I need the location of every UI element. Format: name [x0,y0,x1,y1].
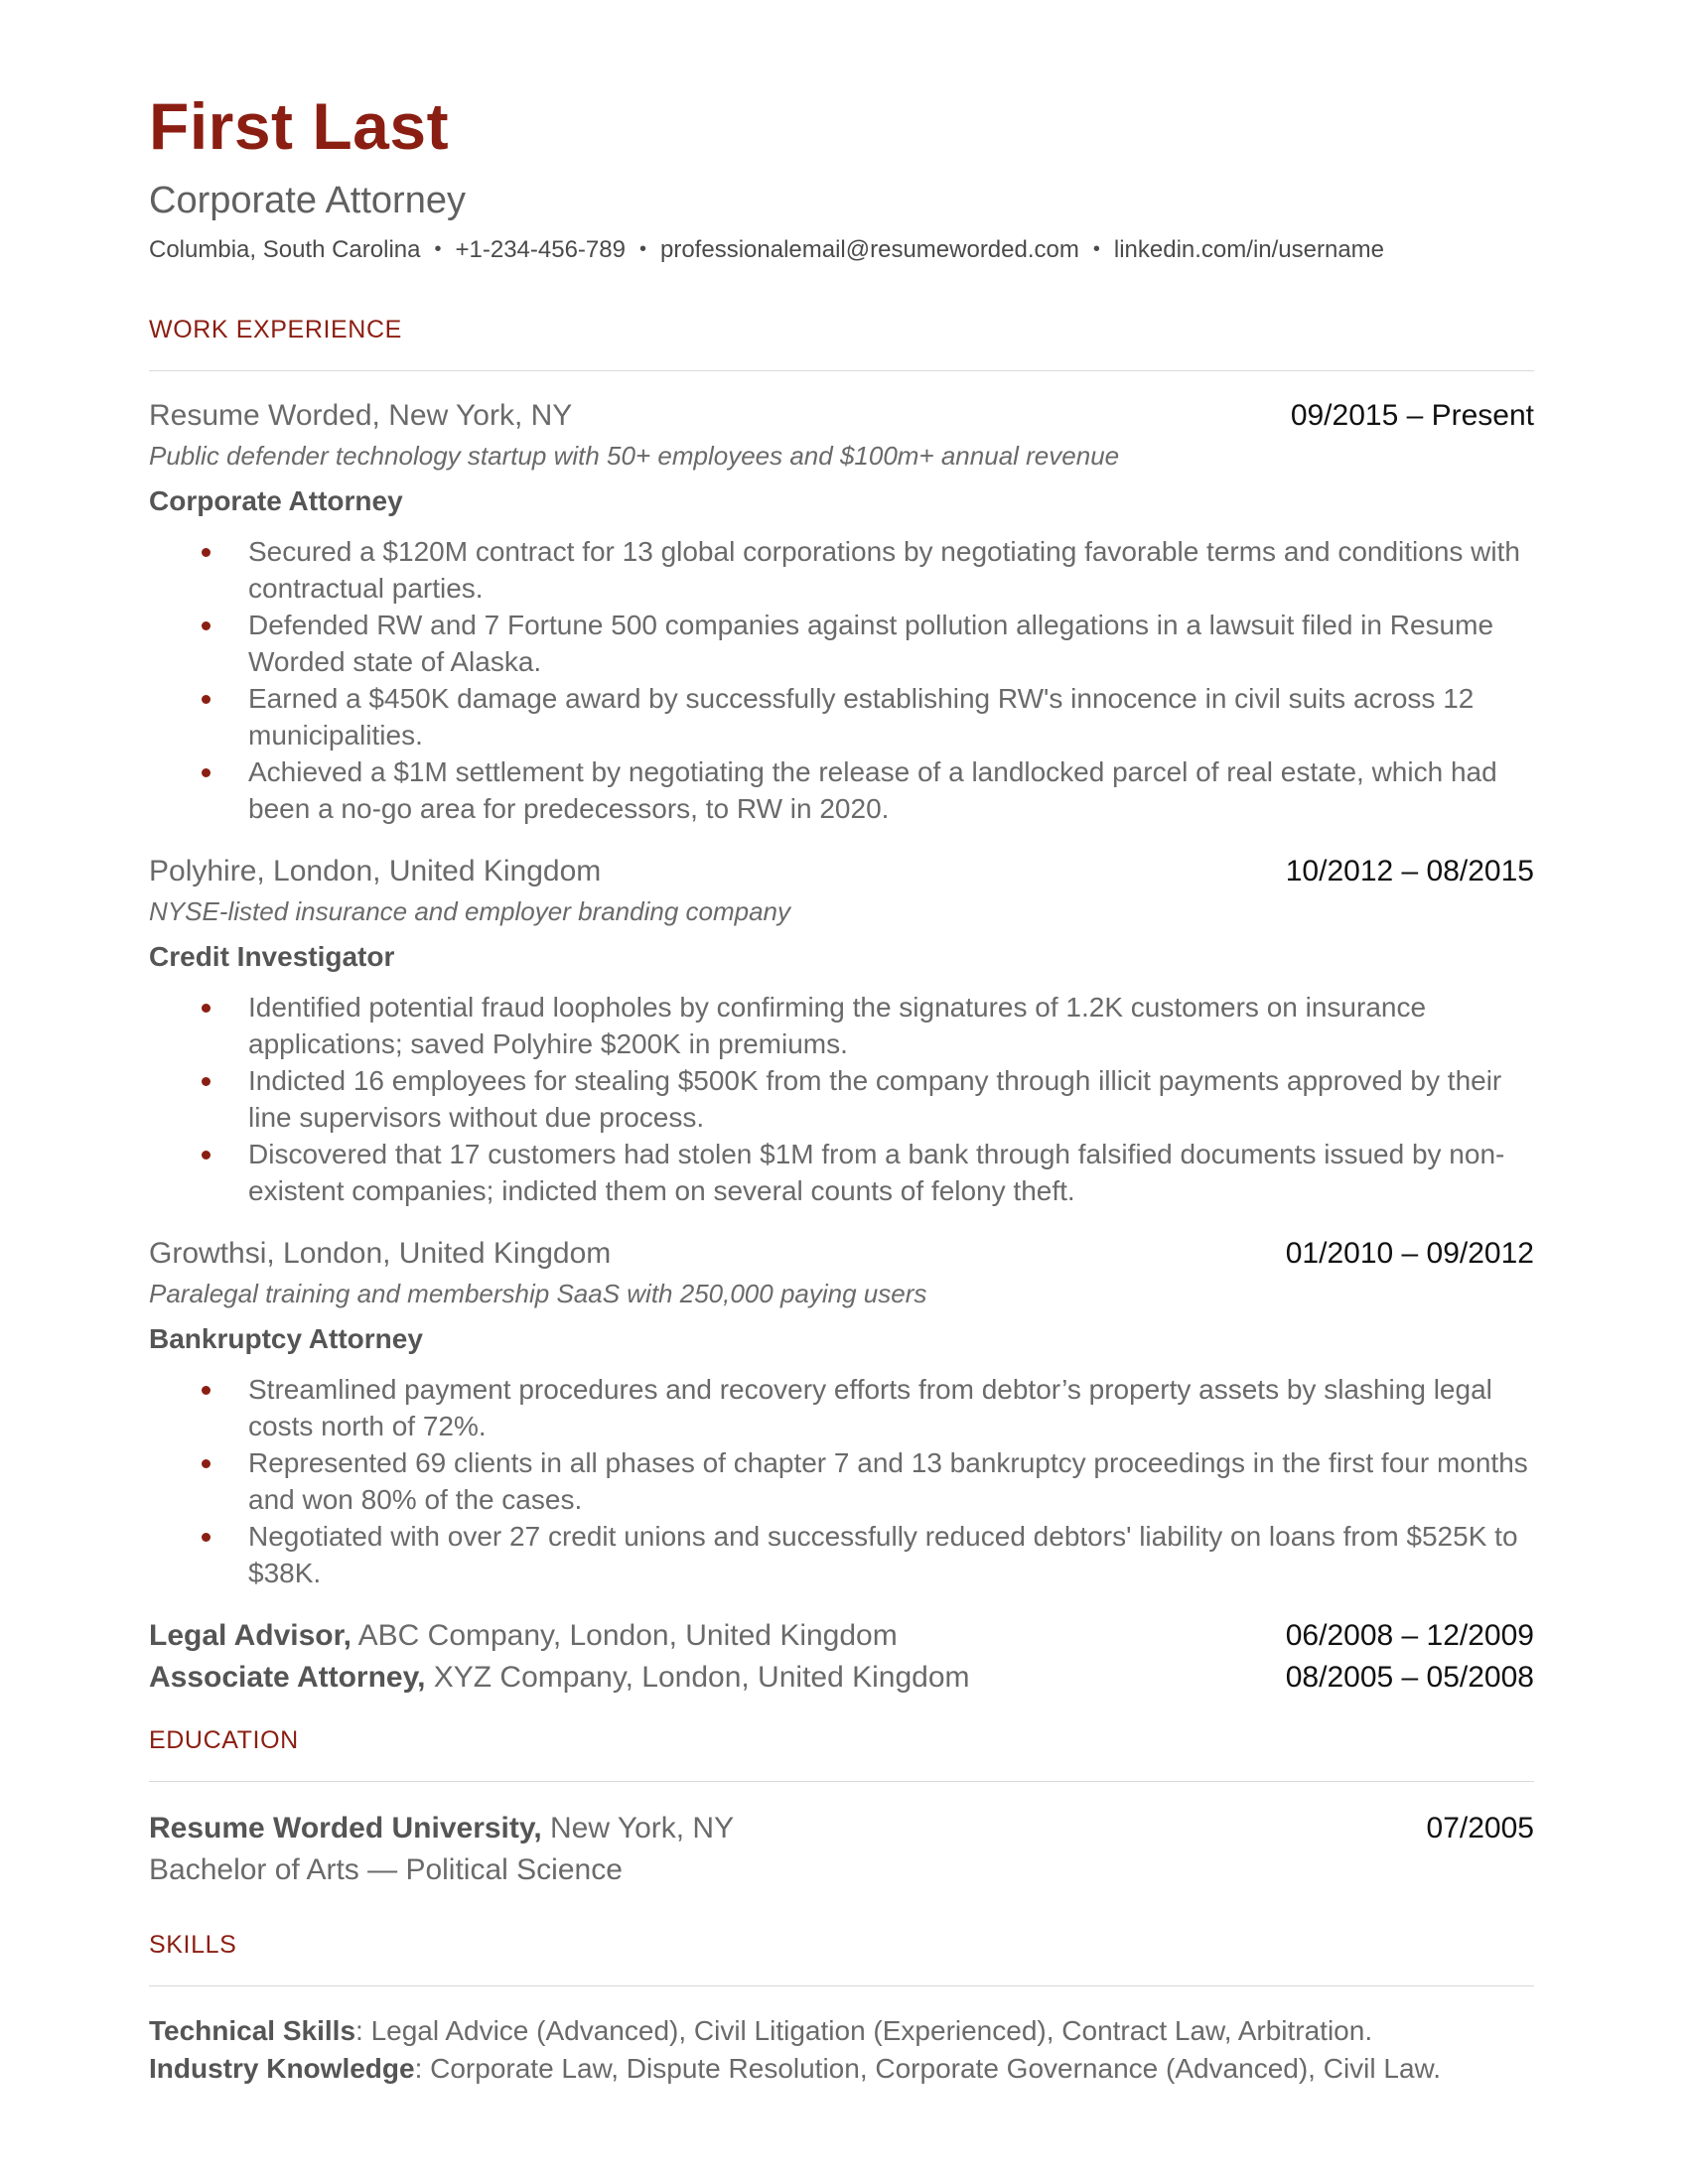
bullet-text: Earned a $450K damage award by successfully establishing RW's innocence in civil suits across 12 municipalities. [248,682,1475,751]
bullet-text: Represented 69 clients in all phases of chapter 7 and 13 bankruptcy proceedings in the first four months and won 80% of the cases. [248,1446,1528,1515]
bullet-dot-icon [202,1459,211,1468]
job-role: Corporate Attorney [149,484,403,516]
education-date: 07/2005 [1426,1811,1534,1844]
skill-label: Industry Knowledge [149,2052,415,2084]
bullet-text: Achieved a $1M settlement by negotiating the release of a landlocked parcel of real estate, which had been a no-go area for predecessors, to RW in 2020. [248,755,1497,824]
short-job-text [149,1615,898,1657]
bullet-text: Identified potential fraud loopholes by confirming the signatures of 1.2K customers on insurance applications; saved Polyhire $200K in premiums. [248,991,1427,1059]
job-header [149,399,1534,433]
bullet-dot-icon [202,1077,211,1086]
job-description: NYSE-listed insurance and employer branding company [149,895,791,926]
short-job-company: ABC Company, London, United Kingdom [351,1618,898,1652]
bullet-dot-icon [202,1533,211,1542]
bullet-item [149,607,1534,680]
education-degree: Bachelor of Arts — Political Science [149,1852,623,1886]
job-role: Credit Investigator [149,940,395,972]
skill-value: : Legal Advice (Advanced), Civil Litigation (Experienced), Contract Law, Arbitration. [355,2014,1373,2046]
short-job-dates: 06/2008 – 12/2009 [1285,1618,1534,1652]
job-bullets [149,533,1534,827]
bullet-dot-icon [202,621,211,630]
section-title-education: EDUCATION [149,1725,299,1754]
short-job-role: Legal Advisor, [149,1618,352,1652]
job-entry [149,1237,1534,1591]
bullet-item [149,533,1534,607]
bullet-item [149,989,1534,1062]
skill-row [149,2012,1534,2050]
job-dates: 01/2010 – 09/2012 [1285,1236,1534,1270]
education-entry [149,1808,1534,1891]
bullet-item [149,1062,1534,1136]
education-school-line [149,1808,734,1849]
bullet-text: Defended RW and 7 Fortune 500 companies against pollution allegations in a lawsuit filed in Resume Worded state of Alaska. [248,609,1494,677]
job-bullets [149,989,1534,1209]
job-entry [149,399,1534,827]
bullet-text: Indicted 16 employees for stealing $500K from the company through illicit payments approved by their line supervisors without due process. [248,1064,1502,1133]
bullet-item [149,753,1534,827]
education-school: Resume Worded University, [149,1811,542,1844]
job-bullets [149,1371,1534,1591]
contact-line [149,236,1534,264]
short-job-entry [149,1615,1534,1657]
contact-separator: • [434,238,442,261]
job-dates: 09/2015 – Present [1290,398,1534,432]
bullet-text: Secured a $120M contract for 13 global corporations by negotiating favorable terms and conditions with contractual parties. [248,535,1520,604]
job-company: Resume Worded, New York, NY [149,398,573,432]
bullet-text: Discovered that 17 customers had stolen $1M from a bank through falsified documents issued by non-existent companies; indicted them on several counts of felony theft. [248,1138,1505,1206]
bullet-dot-icon [202,768,211,777]
bullet-dot-icon [202,548,211,557]
section-divider [149,1781,1534,1782]
education-header [149,1808,1534,1849]
job-description: Public defender technology startup with 50+ employees and $100m+ annual revenue [149,440,1120,471]
short-job-company: XYZ Company, London, United Kingdom [425,1660,970,1694]
contact-separator: • [1092,238,1100,261]
job-role: Bankruptcy Attorney [149,1322,423,1354]
candidate-title: Corporate Attorney [149,180,466,221]
section-title-skills: SKILLS [149,1930,237,1959]
short-job-dates: 08/2005 – 05/2008 [1285,1660,1534,1694]
skill-label: Technical Skills [149,2014,356,2046]
contact-separator: • [638,238,646,261]
bullet-dot-icon [202,1004,211,1013]
job-company: Growthsi, London, United Kingdom [149,1236,612,1270]
bullet-item [149,1444,1534,1518]
section-divider [149,370,1534,371]
short-jobs [149,1615,1534,1699]
bullet-text: Negotiated with over 27 credit unions and successfully reduced debtors' liability on loans from $525K to $38K. [248,1520,1518,1588]
job-header [149,855,1534,888]
contact-phone: +1-234-456-789 [455,235,626,263]
candidate-name: First Last [149,89,450,163]
bullet-dot-icon [202,1386,211,1395]
education-location: New York, NY [541,1811,735,1844]
bullet-dot-icon [202,695,211,704]
bullet-item [149,1136,1534,1209]
job-entry [149,855,1534,1209]
bullet-item [149,1518,1534,1591]
bullet-text: Streamlined payment procedures and recovery efforts from debtor’s property assets by slashing legal costs north of 72%. [248,1373,1492,1441]
short-job-text [149,1657,970,1699]
resume-content [149,79,1534,2088]
contact-location: Columbia, South Carolina [149,235,421,263]
job-header [149,1237,1534,1271]
job-description: Paralegal training and membership SaaS with 250,000 paying users [149,1278,927,1308]
short-job-role: Associate Attorney, [149,1660,426,1694]
job-dates: 10/2012 – 08/2015 [1285,854,1534,887]
skill-row [149,2050,1534,2088]
bullet-item [149,1371,1534,1444]
bullet-item [149,680,1534,753]
contact-linkedin: linkedin.com/in/username [1113,235,1385,263]
job-company: Polyhire, London, United Kingdom [149,854,602,887]
short-job-entry [149,1657,1534,1699]
section-divider [149,1985,1534,1986]
bullet-dot-icon [202,1151,211,1160]
contact-email: professionalemail@resumeworded.com [659,235,1079,263]
skills-list [149,2012,1534,2088]
section-title-work: WORK EXPERIENCE [149,315,402,343]
skill-value: : Corporate Law, Dispute Resolution, Corporate Governance (Advanced), Civil Law. [414,2052,1441,2084]
